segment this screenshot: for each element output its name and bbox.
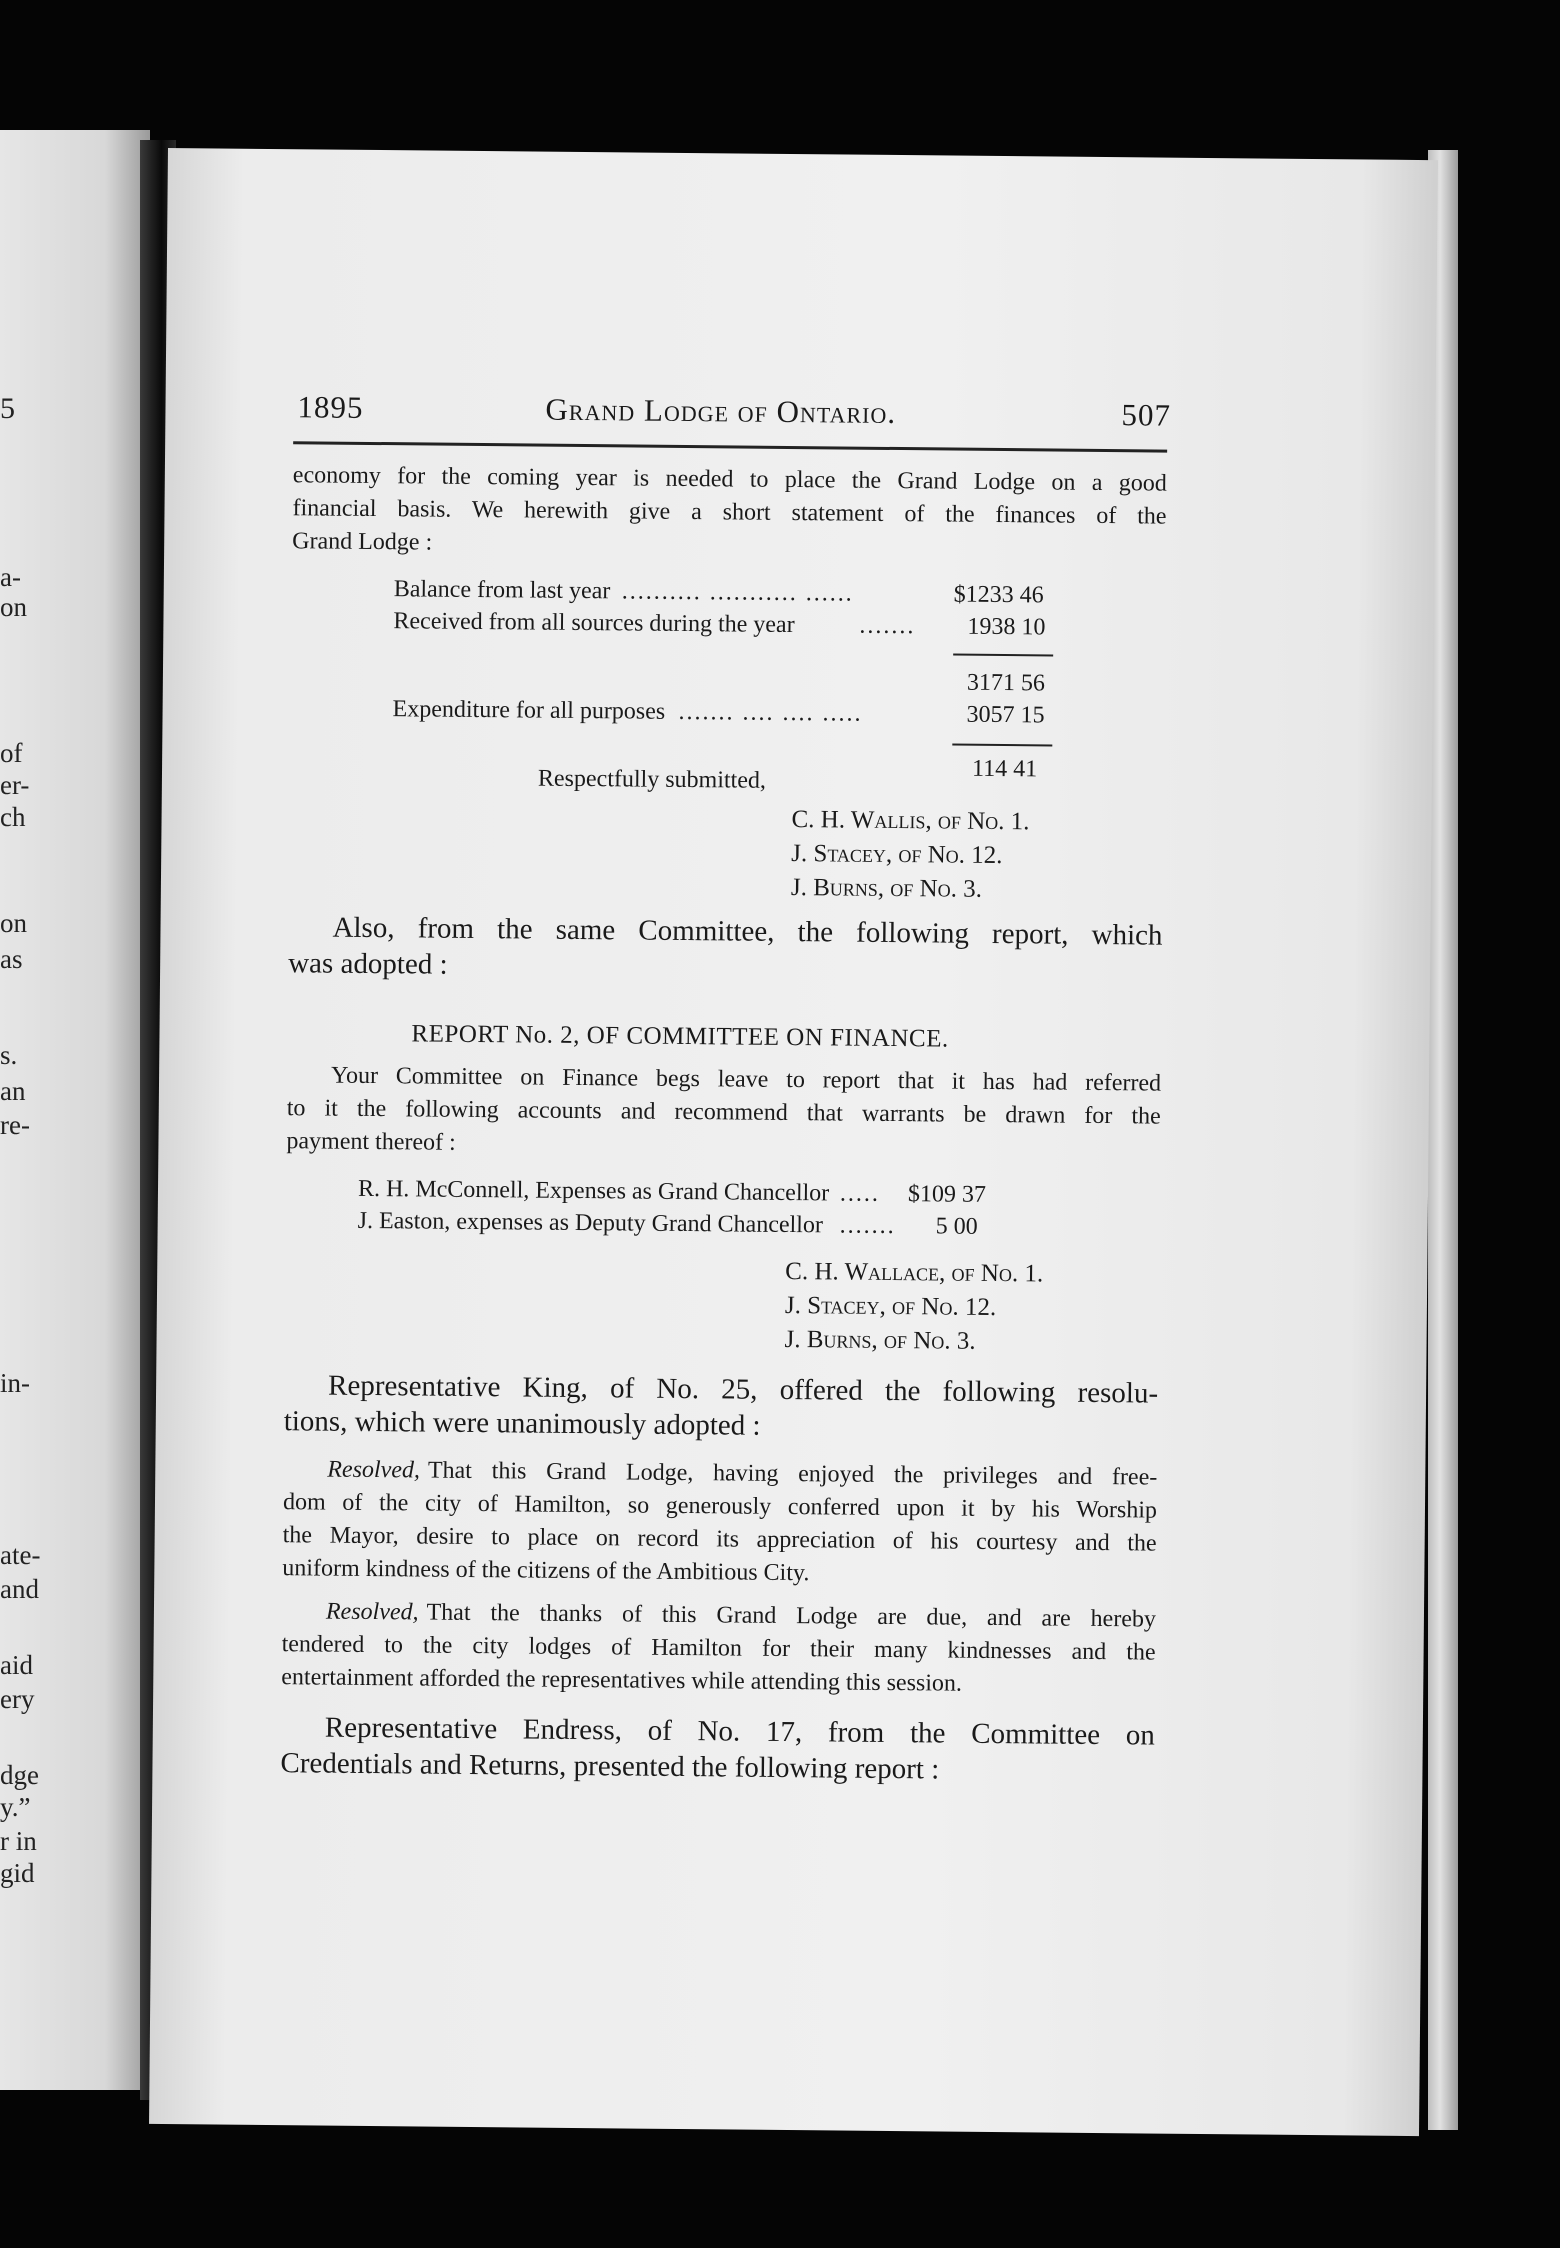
left-fragment-text: on <box>0 908 27 938</box>
signature-burns: J. Burns, of No. 3. <box>784 1325 976 1355</box>
header-rule <box>293 441 1167 452</box>
left-fragment-text: a- <box>0 562 21 592</box>
received-value: 1938 10 <box>967 613 1046 641</box>
left-fragment-text: er- <box>0 770 30 800</box>
left-fragment-text: ery <box>0 1684 35 1714</box>
header-year: 1895 <box>297 389 364 425</box>
respectfully-submitted: Respectfully submitted, <box>537 765 767 794</box>
book-page <box>149 148 1438 2136</box>
left-fragment-text: r in <box>0 1826 37 1856</box>
account-2-value: 5 00 <box>935 1213 978 1240</box>
left-fragment-text: an <box>0 1076 26 1106</box>
left-fragment-text: of <box>0 738 23 768</box>
report-2-line-2: to it the following accounts and recommend that warrants be drawn for the <box>286 1095 1161 1130</box>
resolution-1-line-4: uniform kindness of the citizens of the Ambitious City. <box>282 1555 810 1587</box>
signature-burns: J. Burns, of No. 3. <box>790 874 983 903</box>
left-fragment-text: 5 <box>0 392 15 425</box>
left-fragment-text: gid <box>0 1858 35 1888</box>
left-fragment-text: as <box>0 944 23 974</box>
left-fragment-text: aid <box>0 1650 33 1680</box>
signature-wallace: C. H. Wallace, of No. 1. <box>785 1257 1044 1288</box>
resolution-2-line-1: That the thanks of this Grand Lodge are due, and are hereby <box>426 1599 1157 1633</box>
expenditure-value: 3057 15 <box>966 701 1045 729</box>
resolution-1-line-3: the Mayor, desire to place on record its appreciation of his courtesy and the <box>282 1522 1157 1557</box>
left-fragment-text: ch <box>0 802 26 832</box>
remainder-value: 114 41 <box>971 755 1038 783</box>
left-fragment-text: re- <box>0 1110 30 1140</box>
king-line-2: tions, which were unanimously adopted : <box>283 1405 761 1442</box>
resolution-2-line-2: tendered to the city lodges of Hamilton for their many kindnesses and the <box>281 1631 1156 1666</box>
resolution-2-line-3: entertainment afforded the representatives while attending this session. <box>281 1664 963 1697</box>
report-2-line-3: payment thereof : <box>286 1128 456 1156</box>
endress-line-2: Credentials and Returns, presented the following report : <box>280 1747 940 1786</box>
intro-line-2: financial basis. We herewith give a short statement of the finances of the <box>292 495 1167 530</box>
report-2-title: REPORT No. 2, OF COMMITTEE ON FINANCE. <box>411 1020 949 1053</box>
left-fragment-text: y.” <box>0 1792 31 1822</box>
also-line-2: was adopted : <box>288 947 448 981</box>
signature-wallis: C. H. Wallis, of No. 1. <box>791 806 1030 836</box>
sum-rule-1 <box>953 654 1053 657</box>
account-1-value: $109 37 <box>907 1181 987 1208</box>
account-1-leader: ..... <box>839 1180 881 1207</box>
signature-stacey: J. Stacey, of No. 12. <box>784 1291 997 1322</box>
header-page-number: 507 <box>1121 397 1172 433</box>
report-2-line-1: Your Committee on Finance begs leave to report that it has had referred <box>330 1062 1162 1097</box>
balance-leader: .......... ........... ...... <box>621 578 854 607</box>
balance-value: $1233 46 <box>953 581 1044 609</box>
signature-stacey: J. Stacey, of No. 12. <box>791 840 1003 870</box>
header-title: Grand Lodge of Ontario. <box>545 391 897 431</box>
expenditure-leader: ....... .... .... ..... <box>678 698 863 727</box>
also-line-1: Also, from the same Committee, the following report, which <box>332 911 1163 952</box>
left-fragment-text: ate- <box>0 1540 41 1570</box>
resolution-1-line-1: That this Grand Lodge, having enjoyed the privileges and free- <box>427 1457 1158 1491</box>
left-fragment-text: and <box>0 1574 39 1604</box>
balance-label: Balance from last year <box>393 576 611 605</box>
intro-line-3: Grand Lodge : <box>292 528 433 556</box>
account-1-label: R. H. McConnell, Expenses as Grand Chancellor <box>357 1175 830 1207</box>
left-page-fragment <box>0 130 150 2090</box>
expenditure-label: Expenditure for all purposes <box>392 696 666 725</box>
resolution-2-lead: Resolved, <box>325 1598 419 1626</box>
account-2-leader: ....... <box>839 1212 896 1240</box>
left-fragment-text: dge <box>0 1760 39 1790</box>
left-fragment-text: in- <box>0 1368 30 1398</box>
sum-rule-2 <box>952 744 1052 747</box>
subtotal-value: 3171 56 <box>966 669 1046 697</box>
received-leader: ....... <box>859 612 916 640</box>
resolution-1-line-2: dom of the city of Hamilton, so generously conferred upon it by his Worship <box>282 1489 1158 1524</box>
received-label: Received from all sources during the year <box>393 608 795 639</box>
resolution-1-lead: Resolved, <box>327 1456 421 1484</box>
king-line-1: Representative King, of No. 25, offered the following resolu- <box>327 1369 1159 1410</box>
left-fragment-text: on <box>0 592 27 622</box>
endress-line-1: Representative Endress, of No. 17, from the Committee on <box>324 1711 1155 1752</box>
account-2-label: J. Easton, expenses as Deputy Grand Chancellor <box>357 1207 824 1239</box>
intro-line-1: economy for the coming year is needed to place the Grand Lodge on a good <box>292 462 1167 497</box>
left-fragment-text: s. <box>0 1040 18 1070</box>
